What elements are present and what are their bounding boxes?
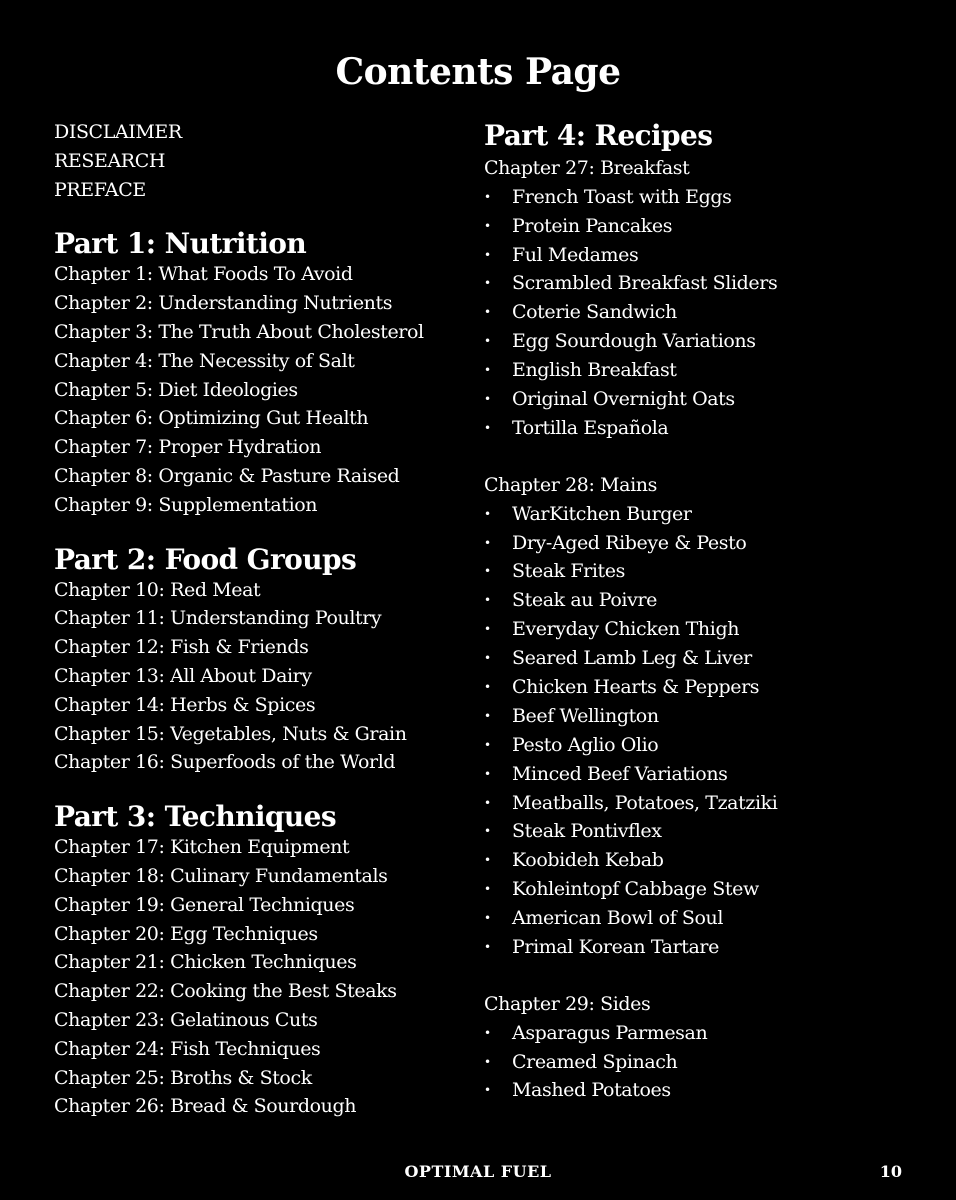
bullet-icon: • xyxy=(484,766,491,781)
part-heading: Part 3: Techniques xyxy=(54,800,336,834)
bullet-icon: • xyxy=(484,420,491,435)
bullet-icon: • xyxy=(484,506,491,521)
chapter-entry[interactable]: Chapter 10: Red Meat xyxy=(54,578,261,601)
recipe-item[interactable] xyxy=(484,327,924,356)
chapter-entry[interactable]: Chapter 21: Chicken Techniques xyxy=(54,951,357,974)
chapter-entry[interactable]: Chapter 26: Bread & Sourdough xyxy=(54,1095,357,1118)
bullet-icon: • xyxy=(484,882,491,897)
recipe-item[interactable] xyxy=(484,933,924,962)
recipe-label: Mashed Potatoes xyxy=(512,1079,671,1102)
recipe-label: Tortilla Española xyxy=(512,416,669,439)
chapter-entry[interactable]: Chapter 17: Kitchen Equipment xyxy=(54,836,350,859)
recipe-list xyxy=(484,500,924,962)
right-column xyxy=(484,118,924,1105)
page-title: Contents Page xyxy=(335,51,621,93)
bullet-icon: • xyxy=(484,392,491,407)
chapter-entry[interactable]: Chapter 25: Broths & Stock xyxy=(54,1066,312,1089)
recipe-label: Creamed Spinach xyxy=(512,1050,678,1073)
recipe-item[interactable] xyxy=(484,500,924,529)
part-section xyxy=(54,799,454,1121)
chapter-entry[interactable]: Chapter 18: Culinary Fundamentals xyxy=(54,864,388,887)
chapter-entry[interactable]: Chapter 11: Understanding Poultry xyxy=(54,607,382,630)
bullet-icon: • xyxy=(484,363,491,378)
bullet-icon: • xyxy=(484,305,491,320)
bullet-icon: • xyxy=(484,795,491,810)
front-matter-research[interactable]: RESEARCH xyxy=(54,149,165,172)
recipe-label: Everyday Chicken Thigh xyxy=(512,618,740,641)
chapter-entry[interactable]: Chapter 1: What Foods To Avoid xyxy=(54,263,353,286)
recipe-item[interactable] xyxy=(484,241,924,270)
recipe-item[interactable] xyxy=(484,212,924,241)
recipe-label: Coterie Sandwich xyxy=(512,301,677,324)
recipe-chapter xyxy=(484,990,924,1105)
chapter-entry[interactable]: Chapter 24: Fish Techniques xyxy=(54,1037,321,1060)
recipe-item[interactable] xyxy=(484,269,924,298)
recipe-item[interactable] xyxy=(484,702,924,731)
chapter-entry[interactable]: Chapter 9: Supplementation xyxy=(54,493,318,516)
recipe-label: American Bowl of Soul xyxy=(512,907,724,930)
left-parts xyxy=(54,226,454,1121)
bullet-icon: • xyxy=(484,651,491,666)
recipe-label: Steak Pontivflex xyxy=(512,820,662,843)
recipe-item[interactable] xyxy=(484,414,924,443)
recipe-label: Protein Pancakes xyxy=(512,214,673,237)
recipe-label: Original Overnight Oats xyxy=(512,388,735,411)
recipe-list xyxy=(484,1019,924,1106)
part-heading: Part 2: Food Groups xyxy=(54,542,357,576)
chapter-entry[interactable]: Chapter 4: The Necessity of Salt xyxy=(54,349,355,372)
recipe-item[interactable] xyxy=(484,183,924,212)
recipe-label: English Breakfast xyxy=(512,359,677,382)
bullet-icon: • xyxy=(484,1054,491,1069)
chapter-entry[interactable]: Chapter 27: Breakfast xyxy=(484,157,690,179)
bullet-icon: • xyxy=(484,535,491,550)
front-matter-disclaimer[interactable]: DISCLAIMER xyxy=(54,121,182,143)
recipe-label: Egg Sourdough Variations xyxy=(512,330,756,353)
chapter-entry[interactable]: Chapter 16: Superfoods of the World xyxy=(54,751,396,774)
recipe-item[interactable] xyxy=(484,846,924,875)
chapter-entry[interactable]: Chapter 13: All About Dairy xyxy=(54,664,312,687)
recipe-label: French Toast with Eggs xyxy=(512,185,732,208)
recipe-chapter xyxy=(484,471,924,962)
recipe-label: Koobideh Kebab xyxy=(512,849,664,872)
chapter-entry[interactable]: Chapter 23: Gelatinous Cuts xyxy=(54,1008,318,1031)
recipe-item[interactable] xyxy=(484,557,924,586)
bullet-icon: • xyxy=(484,679,491,694)
bullet-icon: • xyxy=(484,1025,491,1040)
bullet-icon: • xyxy=(484,593,491,608)
bullet-icon: • xyxy=(484,939,491,954)
recipe-label: Pesto Aglio Olio xyxy=(512,733,659,756)
recipe-label: Kohleintopf Cabbage Stew xyxy=(512,878,759,901)
recipe-item[interactable] xyxy=(484,789,924,818)
recipe-list xyxy=(484,183,924,443)
bullet-icon: • xyxy=(484,1083,491,1098)
bullet-icon: • xyxy=(484,218,491,233)
recipe-chapters xyxy=(484,154,924,1105)
recipe-chapter xyxy=(484,154,924,443)
recipe-label: Asparagus Parmesan xyxy=(512,1021,708,1044)
front-matter-preface[interactable]: PREFACE xyxy=(54,178,146,201)
recipe-item[interactable] xyxy=(484,1048,924,1077)
recipe-item[interactable] xyxy=(484,385,924,414)
chapter-entry[interactable]: Chapter 8: Organic & Pasture Raised xyxy=(54,464,400,487)
recipe-item[interactable] xyxy=(484,817,924,846)
recipe-label: Meatballs, Potatoes, Tzatziki xyxy=(512,791,778,814)
chapter-entry[interactable]: Chapter 22: Cooking the Best Steaks xyxy=(54,980,397,1003)
part-heading: Part 1: Nutrition xyxy=(54,227,307,261)
recipe-label: Chicken Hearts & Peppers xyxy=(512,675,760,698)
front-matter-list xyxy=(54,118,454,204)
bullet-icon: • xyxy=(484,622,491,637)
chapter-entry[interactable]: Chapter 5: Diet Ideologies xyxy=(54,378,298,401)
chapter-entry[interactable]: Chapter 2: Understanding Nutrients xyxy=(54,292,393,315)
bullet-icon: • xyxy=(484,737,491,752)
recipe-item[interactable] xyxy=(484,356,924,385)
bullet-icon: • xyxy=(484,708,491,723)
recipe-item[interactable] xyxy=(484,760,924,789)
recipe-label: Beef Wellington xyxy=(512,704,659,727)
recipe-label: Steak au Poivre xyxy=(512,589,657,612)
chapter-entry[interactable]: Chapter 3: The Truth About Cholesterol xyxy=(54,320,424,343)
chapter-entry[interactable]: Chapter 29: Sides xyxy=(484,992,651,1015)
chapter-entry[interactable]: Chapter 20: Egg Techniques xyxy=(54,922,318,945)
recipe-item[interactable] xyxy=(484,586,924,615)
page-number: 10 xyxy=(879,1162,902,1181)
recipe-label: Ful Medames xyxy=(512,243,639,266)
recipe-label: Steak Frites xyxy=(512,560,625,583)
recipe-label: Primal Korean Tartare xyxy=(512,935,719,958)
chapter-entry[interactable]: Chapter 28: Mains xyxy=(484,473,657,496)
recipe-item[interactable] xyxy=(484,673,924,702)
bullet-icon: • xyxy=(484,911,491,926)
bullet-icon: • xyxy=(484,276,491,291)
part-section xyxy=(54,226,454,519)
bullet-icon: • xyxy=(484,247,491,262)
recipe-label: WarKitchen Burger xyxy=(512,502,692,525)
chapter-entry[interactable]: Chapter 12: Fish & Friends xyxy=(54,636,309,659)
bullet-icon: • xyxy=(484,334,491,349)
bullet-icon: • xyxy=(484,853,491,868)
recipe-label: Seared Lamb Leg & Liver xyxy=(512,647,752,670)
recipe-item[interactable] xyxy=(484,298,924,327)
left-column xyxy=(54,118,454,1121)
bullet-icon: • xyxy=(484,824,491,839)
chapter-entry[interactable]: Chapter 6: Optimizing Gut Health xyxy=(54,407,369,430)
part-heading: Part 4: Recipes xyxy=(484,119,713,152)
bullet-icon: • xyxy=(484,189,491,204)
recipe-item[interactable] xyxy=(484,904,924,933)
recipe-item[interactable] xyxy=(484,875,924,904)
recipe-item[interactable] xyxy=(484,615,924,644)
chapter-entry[interactable]: Chapter 15: Vegetables, Nuts & Grain xyxy=(54,722,407,745)
chapter-entry[interactable]: Chapter 19: General Techniques xyxy=(54,893,355,916)
part-section xyxy=(54,542,454,778)
recipe-label: Minced Beef Variations xyxy=(512,762,728,785)
recipe-item[interactable] xyxy=(484,529,924,558)
recipe-item[interactable] xyxy=(484,1076,924,1105)
recipe-item[interactable] xyxy=(484,1019,924,1048)
recipe-item[interactable] xyxy=(484,644,924,673)
footer-book-title: OPTIMAL FUEL xyxy=(404,1162,552,1181)
chapter-entry[interactable]: Chapter 14: Herbs & Spices xyxy=(54,693,316,716)
bullet-icon: • xyxy=(484,564,491,579)
recipe-item[interactable] xyxy=(484,731,924,760)
chapter-entry[interactable]: Chapter 7: Proper Hydration xyxy=(54,436,322,459)
recipe-label: Scrambled Breakfast Sliders xyxy=(512,272,778,295)
recipe-label: Dry-Aged Ribeye & Pesto xyxy=(512,531,747,554)
